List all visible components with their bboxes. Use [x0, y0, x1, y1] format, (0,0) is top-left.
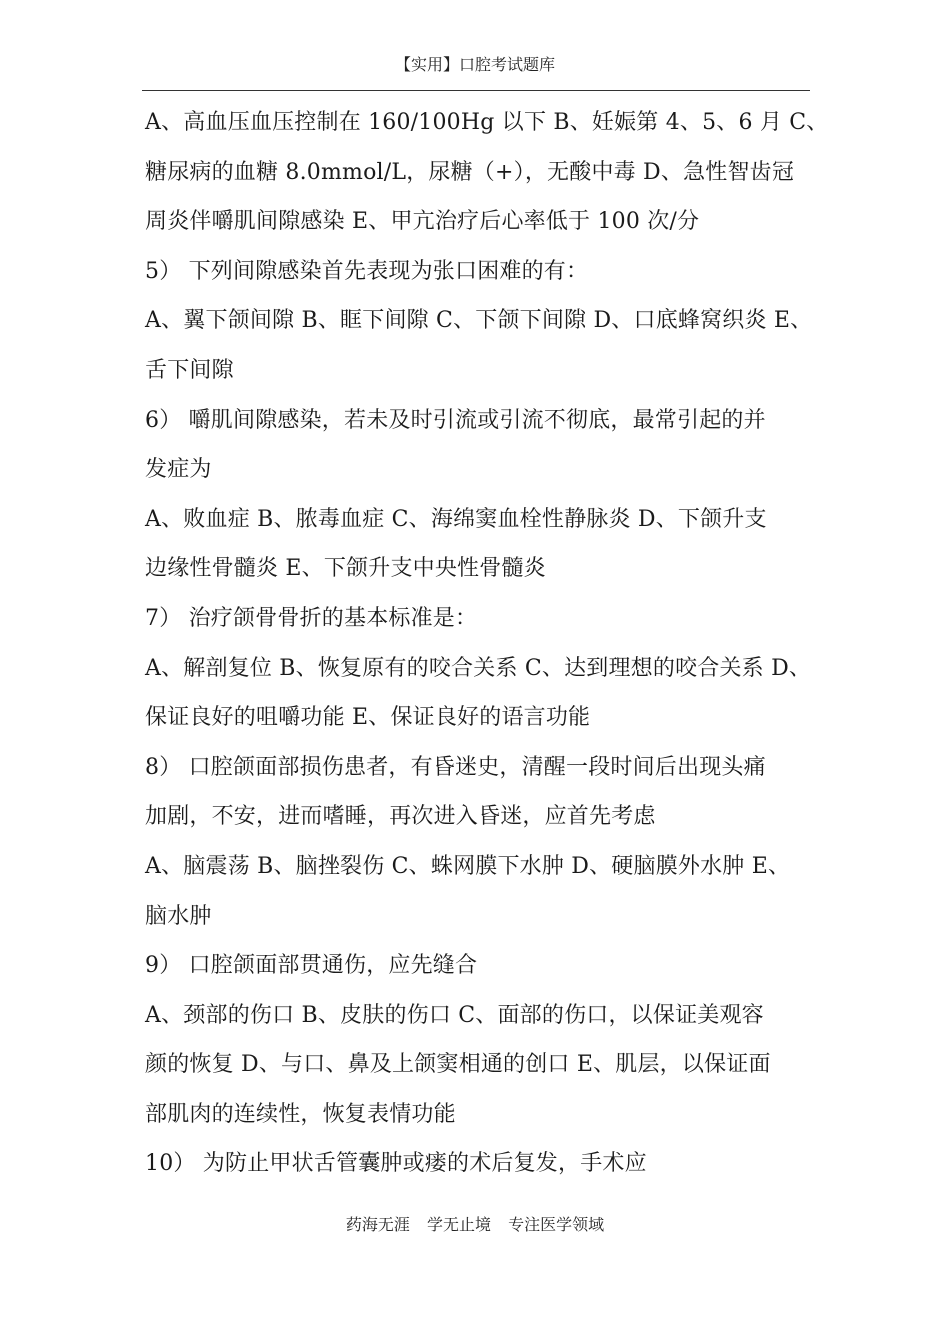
text-line: 加剧，不安，进而嗜睡，再次进入昏迷，应首先考虑: [145, 804, 656, 830]
question-7: 7） 治疗颌骨骨折的基本标准是：: [145, 605, 478, 631]
text-line: 发症为: [145, 457, 212, 483]
text-line: A、脑震荡 B、脑挫裂伤 C、蛛网膜下水肿 D、硬脑膜外水肿 E、: [145, 853, 791, 879]
text-line: 边缘性骨髓炎 E、下颌升支中央性骨髓炎: [145, 556, 546, 582]
document-body: [145, 98, 829, 1189]
text-line: A、颈部的伤口 B、皮肤的伤口 C、面部的伤口，以保证美观容: [145, 1002, 764, 1028]
header-divider: [142, 90, 810, 91]
question-8: 8） 口腔颌面部损伤患者，有昏迷史，清醒一段时间后出现头痛: [145, 754, 766, 780]
text-line: 脑水肿: [145, 903, 212, 929]
text-line: A、解剖复位 B、恢复原有的咬合关系 C、达到理想的咬合关系 D、: [145, 655, 812, 681]
text-line: 部肌肉的连续性，恢复表情功能: [145, 1101, 456, 1127]
question-5: 5） 下列间隙感染首先表现为张口困难的有：: [145, 258, 589, 284]
page-footer-text: 药海无涯 学无止境 专注医学领域: [345, 1215, 605, 1234]
question-10: 10） 为防止甲状舌管囊肿或瘘的术后复发，手术应: [145, 1151, 647, 1177]
text-line: 颜的恢复 D、与口、鼻及上颌窦相通的创口 E、肌层，以保证面: [145, 1052, 771, 1078]
text-line: A、败血症 B、脓毒血症 C、海绵窦血栓性静脉炎 D、下颌升支: [145, 506, 767, 532]
question-6: 6） 嚼肌间隙感染，若未及时引流或引流不彻底，最常引起的并: [145, 407, 766, 433]
text-line: A、翼下颌间隙 B、眶下间隙 C、下颌下间隙 D、口底蜂窝织炎 E、: [145, 308, 813, 334]
question-9: 9） 口腔颌面部贯通伤，应先缝合: [145, 953, 478, 979]
page-header-title: 【实用】口腔考试题库: [394, 55, 555, 74]
text-line: A、高血压血压控制在 160/100Hg 以下 B、妊娠第 4、5、6 月 C、: [145, 110, 829, 135]
text-line: 周炎伴嚼肌间隙感染 E、甲亢治疗后心率低于 100 次/分: [145, 209, 700, 235]
text-line: 舌下间隙: [145, 357, 234, 383]
text-line: 保证良好的咀嚼功能 E、保证良好的语言功能: [145, 705, 591, 731]
text-line: 糖尿病的血糖 8.0mmol/L，尿糖（+），无酸中毒 D、急性智齿冠: [145, 159, 795, 185]
